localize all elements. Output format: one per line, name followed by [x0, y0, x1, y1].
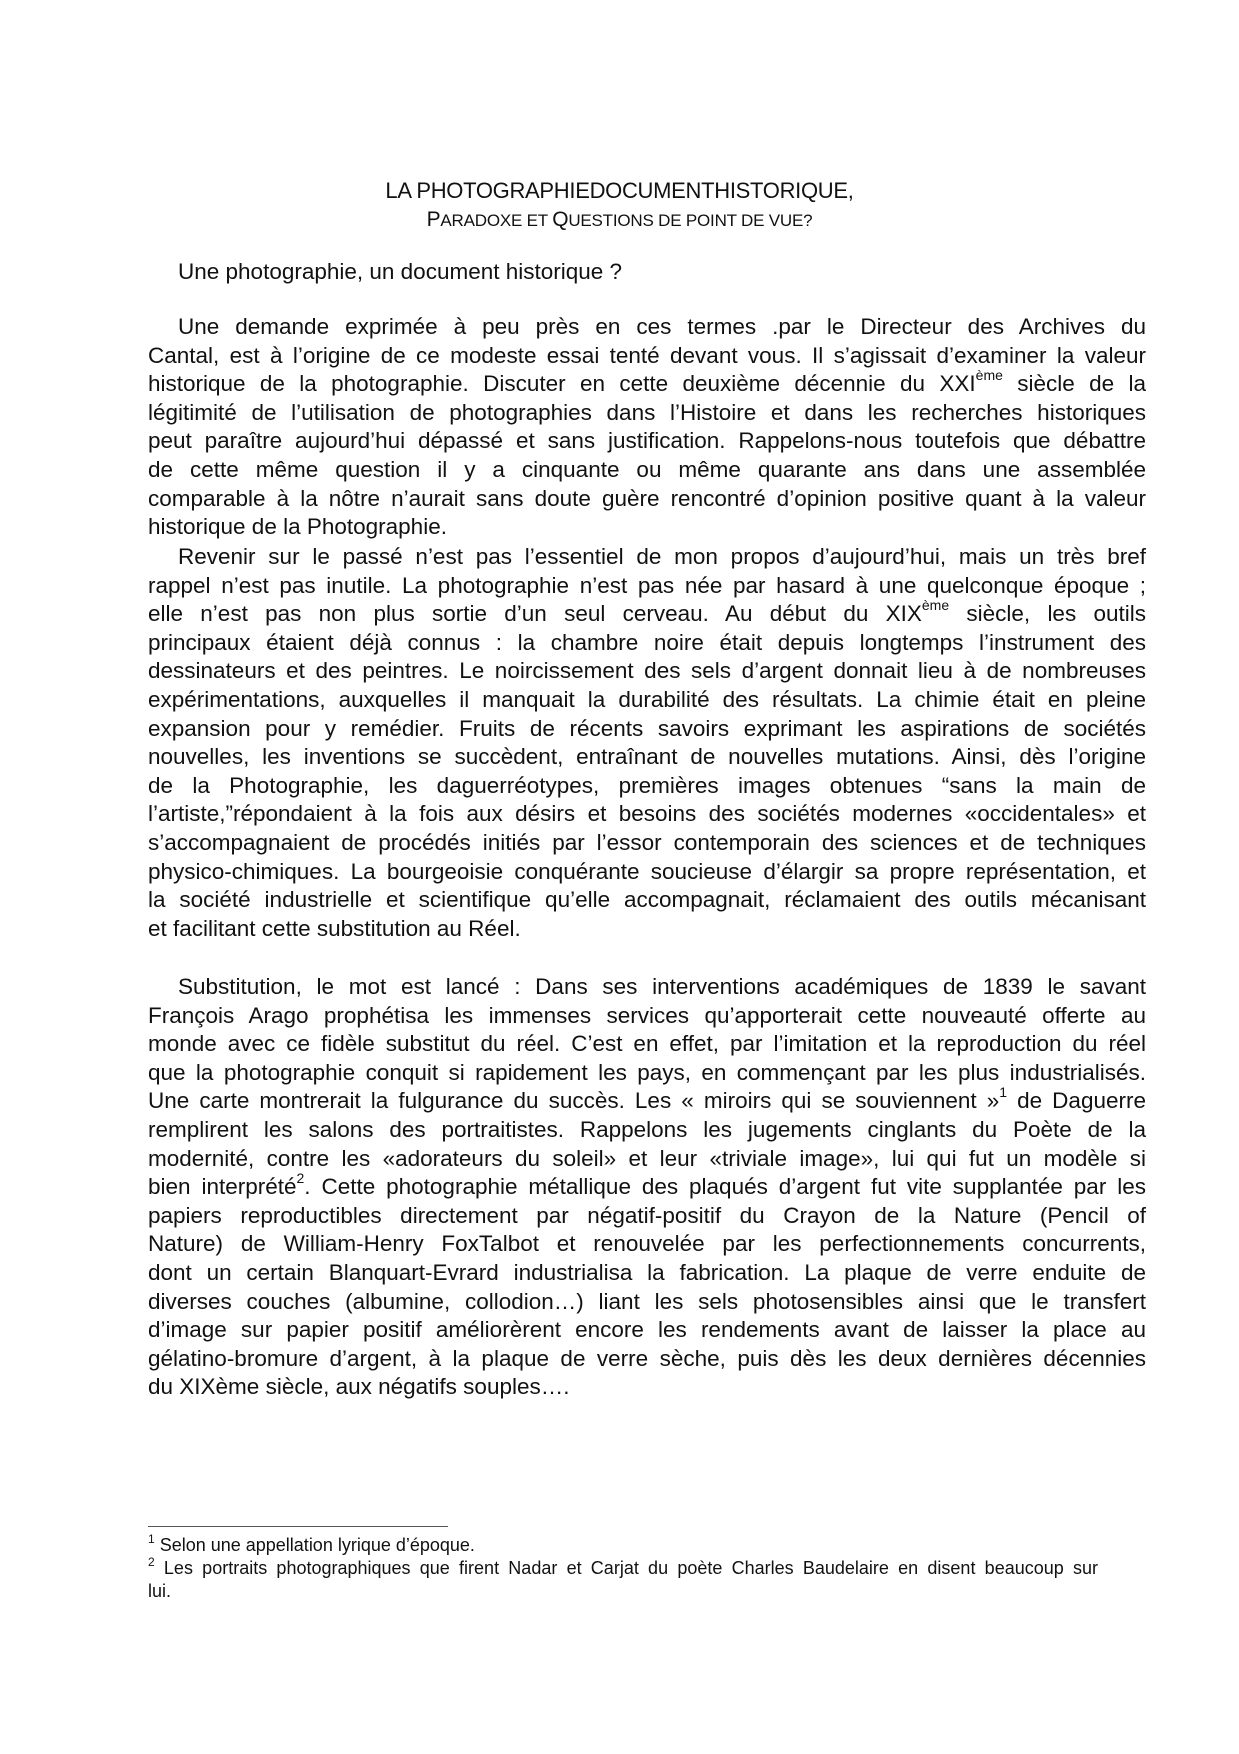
footnote-1-text: Selon une appellation lyrique d’époque.	[154, 1535, 475, 1555]
paragraph-2-line	[148, 629, 1146, 657]
subtitle-cap-p: P	[426, 208, 441, 231]
line-text: l’artiste,”répondaient à la fois aux désirs et besoins des sociétés modernes «occidentales» et	[148, 801, 1146, 827]
paragraph-3-line	[148, 1230, 1146, 1258]
line-text: dessinateurs et des peintres. Le noircissement des sels d’argent donnait lieu à de nombreuses	[148, 658, 1146, 684]
paragraph-2-line	[148, 772, 1146, 800]
line-text: elle n’est pas non plus sortie d’un seul cerveau. Au début du XIX	[148, 601, 922, 627]
paragraph-3-line	[148, 1170, 1146, 1201]
paragraph-3-line	[148, 1316, 1146, 1344]
paragraph-2-line	[178, 543, 1146, 571]
paragraph-3-line	[148, 1116, 1146, 1144]
line-text: s’accompagnaient de procédés initiés par l’essor contemporain des sciences et de techniques	[148, 830, 1146, 855]
paragraph-3-line	[148, 1373, 1146, 1401]
paragraph-2-line	[148, 886, 1146, 914]
line-text-continued: siècle de la	[1002, 371, 1146, 397]
line-text: rappel n’est pas inutile. La photographie n’est pas née par hasard à une quelconque époque ;	[148, 572, 1146, 598]
line-text: expérimentations, auxquelles il manquait la durabilité des résultats. La chimie était en pleine	[148, 687, 1146, 712]
paragraph-2-line	[148, 858, 1146, 886]
line-text: diverses couches (albumine, collodion…) liant les sels photosensibles ainsi que le transfert	[148, 1288, 1146, 1314]
paragraph-2-line	[148, 829, 1146, 857]
intro-question: Une photographie, un document historique ?	[178, 259, 623, 284]
line-text: historique de la photographie. Discuter en cette deuxième décennie du XXI	[148, 371, 976, 397]
subtitle-part-2: UESTIONS DE POINT DE VUE?	[568, 211, 813, 230]
paragraph-2-line	[148, 743, 1146, 771]
line-text: peut paraître aujourd’hui dépassé et sans justification. Rappelons-nous toutefois que débattre	[148, 428, 1146, 454]
document-subtitle	[0, 209, 1239, 232]
footnote-separator	[148, 1526, 448, 1527]
line-text: bien interprété	[148, 1174, 297, 1200]
footnote-2	[148, 1557, 1098, 1579]
paragraph-1-line	[148, 427, 1146, 455]
footnote-2-continuation: lui.	[148, 1581, 172, 1601]
line-text: de la Photographie, les daguerréotypes, premières images obtenues “sans la main de	[148, 772, 1146, 798]
line-text: physico-chimiques. La bourgeoisie conquérante soucieuse d’élargir sa propre représentation, et	[148, 858, 1146, 884]
paragraph-3-line	[148, 1288, 1146, 1316]
superscript: ème	[975, 367, 1003, 384]
line-text: légitimité de l’utilisation de photographies dans l’Histoire et dans les recherches historiques	[148, 399, 1146, 425]
document-title: LA PHOTOGRAPHIEDOCUMENTHISTORIQUE,	[385, 178, 854, 203]
paragraph-1-line	[148, 456, 1146, 484]
line-text-continued: siècle, les outils	[949, 601, 1146, 627]
line-text: que la photographie conquit si rapidement les pays, en commençant par les plus industrialisés.	[148, 1059, 1146, 1085]
line-text: remplirent les salons des portraitistes. Rappelons les jugements cinglants du Poète de la	[148, 1117, 1146, 1142]
subtitle-cap-q: Q	[552, 208, 569, 231]
line-text: modernité, contre les «adorateurs du soleil» et leur «triviale image», lui qui fut un modèle si	[148, 1145, 1146, 1171]
line-text: et facilitant cette substitution au Réel.	[148, 915, 521, 941]
line-text: François Arago prophétisa les immenses services qu’apporterait cette nouveauté offerte au	[148, 1002, 1146, 1028]
line-text: gélatino-bromure d’argent, à la plaque de verre sèche, puis dès les deux dernières décennies	[148, 1345, 1146, 1371]
line-text: expansion pour y remédier. Fruits de récents savoirs exprimant les aspirations de sociétés	[148, 715, 1146, 741]
paragraph-2-line	[148, 915, 1146, 943]
paragraph-1-line	[148, 399, 1146, 427]
paragraph-2-line	[148, 572, 1146, 600]
paragraph-3-line	[178, 973, 1146, 1001]
paragraph-2-line	[148, 715, 1146, 743]
paragraph-3-line	[148, 1030, 1146, 1058]
paragraph-1-line	[148, 513, 1146, 541]
paragraph-3-line	[148, 1002, 1146, 1030]
line-text: monde avec ce fidèle substitut du réel. C’est en effet, par l’imitation et la reproduction du réel	[148, 1031, 1146, 1057]
paragraph-1-line	[148, 367, 1146, 398]
paragraph-3-line	[148, 1259, 1146, 1287]
paragraph-3-line	[148, 1059, 1146, 1087]
footnote-1	[148, 1534, 475, 1556]
line-text: nouvelles, les inventions se succèdent, entraînant de nouvelles mutations. Ainsi, dès l’origine	[148, 744, 1146, 770]
paragraph-3-line	[148, 1084, 1146, 1115]
paragraph-2-line	[148, 686, 1146, 714]
line-text: Une carte montrerait la fulgurance du succès. Les « miroirs qui se souviennent »	[148, 1088, 1000, 1114]
paragraph-1-line	[148, 485, 1146, 513]
superscript: 1	[999, 1084, 1008, 1101]
footnote-2-number: 2	[148, 1555, 155, 1569]
paragraph-3-line	[148, 1345, 1146, 1373]
line-text: Substitution, le mot est lancé : Dans ses interventions académiques de 1839 le savant	[178, 974, 1146, 999]
line-text: Revenir sur le passé n’est pas l’essentiel de mon propos d’aujourd’hui, mais un très bref	[178, 544, 1146, 569]
paragraph-3-line	[148, 1145, 1146, 1173]
line-text: de cette même question il y a cinquante ou même quarante ans dans une assemblée	[148, 457, 1146, 482]
line-text: comparable à la nôtre n’aurait sans doute guère rencontré d’opinion positive quant à la valeur	[148, 485, 1146, 511]
line-text-continued: . Cette photographie métallique des plaqués d’argent fut vite supplantée par les	[304, 1174, 1146, 1200]
paragraph-2-line	[148, 597, 1146, 628]
line-text: dont un certain Blanquart-Evrard industrialisa la fabrication. La plaque de verre enduite de	[148, 1260, 1146, 1285]
line-text: historique de la Photographie.	[148, 514, 447, 540]
line-text: du XIXème siècle, aux négatifs souples….	[148, 1374, 570, 1400]
line-text-continued: de Daguerre	[1007, 1088, 1146, 1114]
paragraph-2-line	[148, 800, 1146, 828]
superscript: ème	[921, 597, 950, 614]
line-text: d’image sur papier positif améliorèrent encore les rendements avant de laisser la place au	[148, 1317, 1146, 1343]
paragraph-1-line	[178, 313, 1146, 341]
line-text: la société industrielle et scientifique qu’elle accompagnait, réclamaient des outils mécanisant	[148, 887, 1146, 913]
superscript: 2	[296, 1170, 305, 1187]
paragraph-1-line	[148, 342, 1146, 370]
line-text: Cantal, est à l’origine de ce modeste essai tenté devant vous. Il s’agissait d’examiner la valeur	[148, 342, 1146, 368]
line-text: papiers reproductibles directement par négatif-positif du Crayon de la Nature (Pencil of	[148, 1202, 1146, 1228]
line-text: Une demande exprimée à peu près en ces termes .par le Directeur des Archives du	[178, 314, 1146, 339]
paragraph-2-line	[148, 657, 1146, 685]
footnote-2-text: Les portraits photographiques que firent Nadar et Carjat du poète Charles Baudelaire en disent beaucoup sur	[154, 1558, 1098, 1578]
subtitle-part-1: ARADOXE ET	[440, 211, 553, 230]
paragraph-3-line	[148, 1202, 1146, 1230]
line-text: principaux étaient déjà connus : la chambre noire était depuis longtemps l’instrument des	[148, 629, 1146, 655]
footnote-1-number: 1	[148, 1532, 155, 1546]
line-text: Nature) de William-Henry FoxTalbot et renouvelée par les perfectionnements concurrents,	[148, 1231, 1146, 1257]
